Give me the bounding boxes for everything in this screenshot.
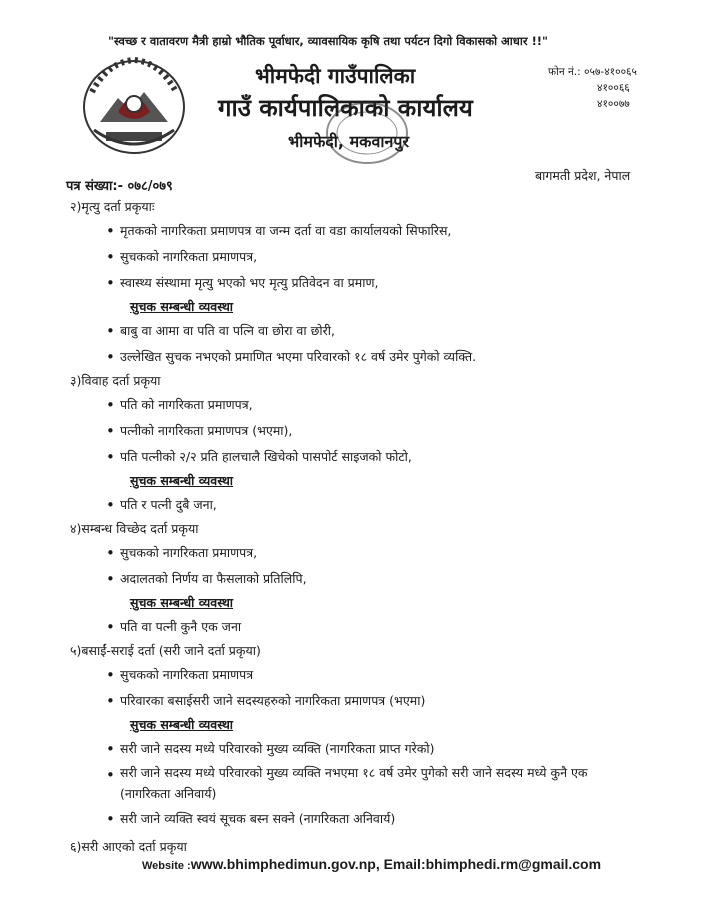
section-heading: ६)सरी आएको दर्ता प्रकृया	[70, 839, 187, 854]
office-address: भीमफेदी, मकवानपुर	[288, 132, 409, 151]
list-item: • सुचकको नागरिकता प्रमाणपत्र	[70, 662, 670, 688]
bullet-icon: •	[106, 322, 115, 340]
list-item: • स्वास्थ्य संस्थामा मृत्यु भएको भए मृत्यु प्रतिवेदन वा प्रमाण,	[70, 270, 670, 296]
section-heading: २)मृत्यु दर्ता प्रकृयाः	[70, 199, 155, 214]
list-item: • पत्नीको नागरिकता प्रमाणपत्र (भएमा),	[70, 418, 670, 444]
bullet-icon: •	[106, 740, 115, 758]
informant-heading: सुचक सम्बन्धी व्यवस्था	[130, 473, 234, 488]
list-item: • सरी जाने सदस्य मध्ये परिवारको मुख्य व्यक्ति नभएमा १८ वर्ष उमेर पुगेको सरी जाने सदस्य मध्ये कुनै एक (नागरिकता अनिवार्य)	[70, 762, 670, 806]
bullet-icon: •	[106, 396, 115, 414]
list-item: • उल्लेखित सुचक नभएको प्रमाणित भएमा परिवारको १८ वर्ष उमेर पुगेको व्यक्ति.	[70, 344, 670, 370]
website-label: Website :	[142, 860, 191, 872]
bullet-icon: •	[106, 248, 115, 266]
bullet-icon: •	[106, 222, 115, 240]
phone-number-2: ४१००६६	[597, 82, 630, 94]
list-item: • पति र पत्नी दुबै जना,	[70, 492, 670, 518]
nepal-emblem-logo	[78, 52, 190, 158]
section-heading: ४)सम्बन्ध विच्छेद दर्ता प्रकृया	[70, 521, 199, 536]
list-item: • पति पत्नीको २/२ प्रति हालचालै खिचेको पासपोर्ट साइजको फोटो,	[70, 444, 670, 470]
list-item: • पति वा पत्नी कुनै एक जना	[70, 614, 670, 640]
list-item: • सुचकको नागरिकता प्रमाणपत्र,	[70, 540, 670, 566]
letter-body	[70, 196, 670, 858]
bullet-icon: •	[106, 692, 115, 710]
office-name: गाउँ कार्यपालिकाको कार्यालय	[218, 94, 473, 122]
phone-label: फोन नं.: ०५७-४१००६५	[548, 66, 637, 78]
list-item: • सरी जाने सदस्य मध्ये परिवारको मुख्य व्यक्ति (नागरिकता प्राप्त गरेको)	[70, 736, 670, 762]
bullet-icon: •	[106, 766, 115, 784]
bullet-icon: •	[106, 544, 115, 562]
phone-number-3: ४१००७७	[597, 98, 630, 110]
bullet-icon: •	[106, 496, 115, 514]
website-link[interactable]: www.bhimphedimun.gov.np	[190, 856, 376, 872]
bullet-icon: •	[106, 274, 115, 292]
reference-number: पत्र संख्या:- ०७८/०७९	[66, 179, 173, 194]
list-item: • अदालतको निर्णय वा फैसलाको प्रतिलिपि,	[70, 566, 670, 592]
section-heading: ५)बसाईं-सराई दर्ता (सरी जाने दर्ता प्रकृया)	[70, 643, 261, 658]
office-stamp	[322, 98, 412, 168]
email-label: , Email:	[375, 856, 426, 872]
bullet-icon: •	[106, 448, 115, 466]
bullet-icon: •	[106, 618, 115, 636]
bullet-icon: •	[106, 422, 115, 440]
list-item: • पति को नागरिकता प्रमाणपत्र,	[70, 392, 670, 418]
motto: "स्वच्छ र वातावरण मैत्री हाम्रो भौतिक पूर्वाधार, व्यावसायिक कृषि तथा पर्यटन दिगो विकासको आधार !!"	[108, 34, 549, 48]
list-item: • सरी जाने व्यक्ति स्वयं सूचक बस्न सक्ने (नागरिकता अनिवार्य)	[70, 806, 670, 832]
province: बागमती प्रदेश, नेपाल	[535, 168, 631, 183]
municipality-name: भीमफेदी गाउँपालिका	[255, 64, 416, 88]
informant-heading: सुचक सम्बन्धी व्यवस्था	[130, 717, 234, 732]
informant-heading: सुचक सम्बन्धी व्यवस्था	[130, 595, 234, 610]
list-item: • परिवारका बसाईसरी जाने सदस्यहरुको नागरिकता प्रमाणपत्र (भएमा)	[70, 688, 670, 714]
bullet-icon: •	[106, 810, 115, 828]
bullet-icon: •	[106, 570, 115, 588]
section-heading: ३)विवाह दर्ता प्रकृया	[70, 373, 161, 388]
email-link[interactable]: bhimphedi.rm@gmail.com	[425, 856, 602, 872]
list-item: • बाबु वा आमा वा पति वा पत्नि वा छोरा वा छोरी,	[70, 318, 670, 344]
footer-contact	[142, 856, 601, 872]
list-item: • सुचकको नागरिकता प्रमाणपत्र,	[70, 244, 670, 270]
phone-block	[548, 64, 637, 112]
bullet-icon: •	[106, 666, 115, 684]
informant-heading: सुचक सम्बन्धी व्यवस्था	[130, 299, 234, 314]
list-item: • मृतकको नागरिकता प्रमाणपत्र वा जन्म दर्ता वा वडा कार्यालयको सिफारिस,	[70, 218, 670, 244]
bullet-icon: •	[106, 348, 115, 366]
